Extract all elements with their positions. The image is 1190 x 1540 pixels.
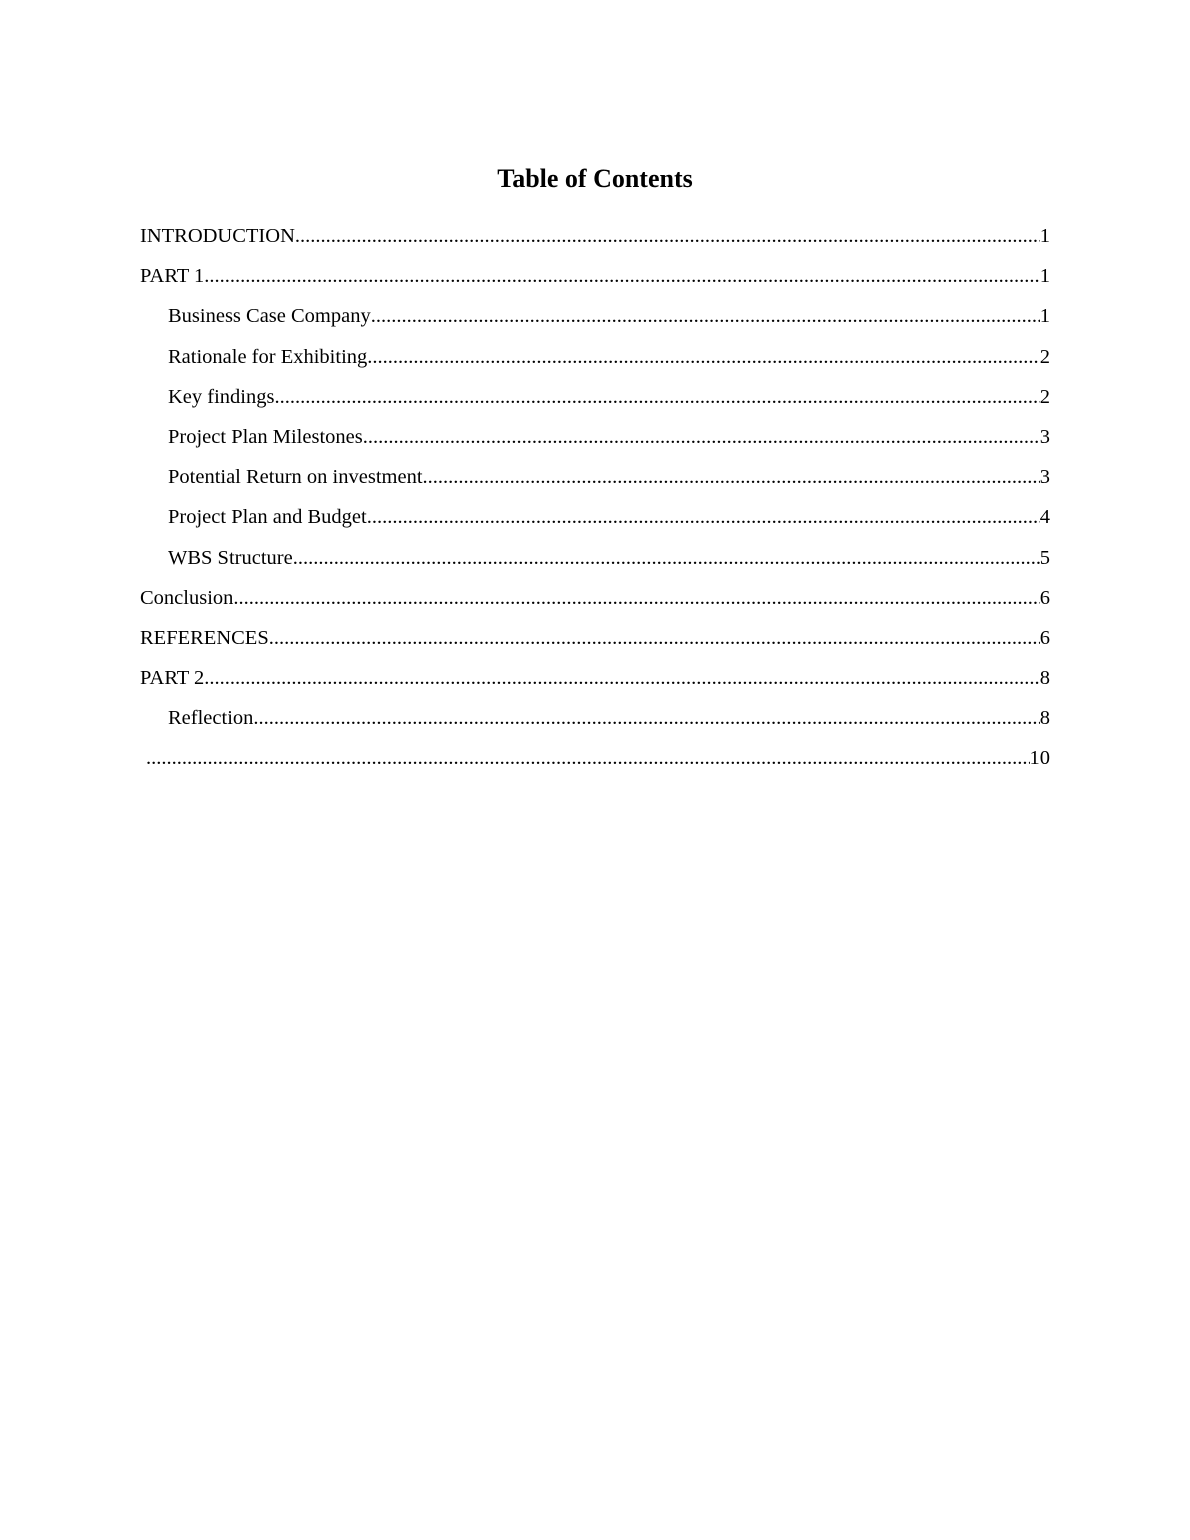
toc-dot-leader [367, 342, 1039, 372]
toc-entry[interactable] [140, 543, 1050, 583]
toc-entry-label: WBS Structure [168, 546, 293, 569]
toc-dot-leader [371, 301, 1040, 331]
toc-entry[interactable] [140, 382, 1050, 422]
toc-list [140, 221, 1050, 784]
toc-dot-leader [233, 583, 1039, 613]
toc-page-number: 2 [1039, 385, 1050, 408]
toc-page-number: 8 [1039, 667, 1050, 690]
toc-entry[interactable] [140, 502, 1050, 542]
toc-page-number: 3 [1039, 466, 1050, 489]
toc-entry[interactable] [140, 221, 1050, 261]
toc-page-number: 6 [1039, 586, 1050, 609]
toc-page-number: 4 [1039, 506, 1050, 529]
toc-page-number: 1 [1039, 265, 1050, 288]
toc-entry[interactable] [140, 703, 1050, 743]
toc-entry[interactable] [140, 743, 1050, 783]
toc-entry-label: Rationale for Exhibiting [168, 345, 368, 368]
toc-page-number: 1 [1039, 225, 1050, 247]
toc-entry-label: Business Case Company [168, 305, 371, 328]
toc-entry[interactable] [140, 342, 1050, 382]
toc-entry[interactable] [140, 301, 1050, 341]
toc-dot-leader [293, 543, 1040, 573]
toc-dot-leader [423, 462, 1040, 492]
toc-dot-leader [146, 743, 1030, 773]
toc-dot-leader [204, 663, 1039, 693]
toc-entry-label: PART 1 [140, 265, 205, 288]
toc-page-number: 6 [1039, 626, 1050, 649]
toc-page-number: 3 [1039, 425, 1050, 448]
toc-title: Table of Contents [497, 164, 693, 193]
toc-dot-leader [274, 382, 1039, 412]
toc-dot-leader [367, 502, 1040, 532]
toc-page-number: 1 [1039, 305, 1050, 328]
toc-entry-label: REFERENCES [140, 626, 269, 649]
toc-page-number: 8 [1039, 707, 1050, 730]
toc-entry[interactable] [140, 261, 1050, 301]
toc-dot-leader [253, 703, 1039, 733]
toc-page-number: 10 [1029, 747, 1050, 770]
toc-entry[interactable] [140, 583, 1050, 623]
toc-entry[interactable] [140, 623, 1050, 663]
toc-entry[interactable] [140, 462, 1050, 502]
toc-dot-leader [204, 261, 1039, 291]
toc-dot-leader [269, 623, 1040, 653]
toc-entry-label: Key findings [168, 385, 275, 408]
toc-dot-leader [295, 221, 1040, 251]
toc-entry-label: INTRODUCTION [140, 225, 295, 247]
toc-dot-leader [363, 422, 1040, 452]
toc-entry-label: Project Plan Milestones [168, 425, 363, 448]
toc-entry-label: Conclusion [140, 586, 234, 609]
toc-entry-label: Reflection [168, 707, 254, 730]
toc-entry[interactable] [140, 422, 1050, 462]
toc-entry-label: Project Plan and Budget [168, 506, 367, 529]
toc-entry-label: PART 2 [140, 667, 205, 690]
toc-entry[interactable] [140, 663, 1050, 703]
toc-entry-label: Potential Return on investment [168, 466, 423, 489]
toc-page-number: 2 [1039, 345, 1050, 368]
toc-page-number: 5 [1039, 546, 1050, 569]
